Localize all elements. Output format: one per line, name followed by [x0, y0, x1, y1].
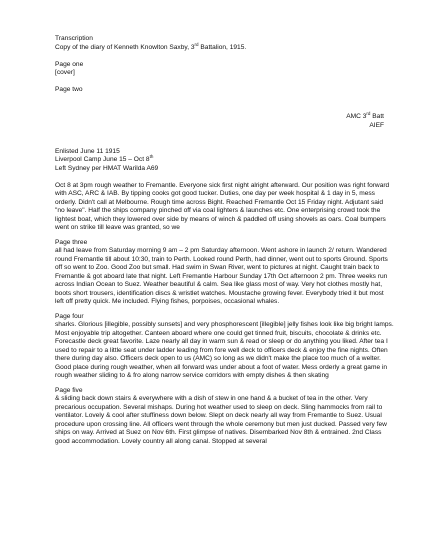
- unit-line-1: AMC 3rd Batt: [346, 110, 384, 120]
- unit-block: [346, 112, 384, 130]
- diary-paragraph-page-four: sharks. Glorious [illegible, possibly sunsets] and very phosphorescent [illegible] jelly fishes look like big bright lamps. Most enjoyable trip altogether. Canteen aboard where one could get tinned fruit, biscuits, chocolate & drinks etc. Forecastle deck great favorite. Laze nearly all day in warm sun & read or sleep or do anything you liked. After tea I used to repair to a little seat under ladder leading from fore well deck to officers deck & enjoy the fine nights. Often there during day also. Officers deck open to us (AMC) so long as we didn't make the place too much of a welter. Good place during rough weather, when all forward was under about a foot of water. Mess orderly a great game in rough weather sliding to & fro along narrow service corridors with empty dishes & then skating: [55, 321, 394, 379]
- left-sydney-line: Left Sydney per HMAT Warilda A69: [55, 164, 159, 172]
- page-four-label: Page four: [55, 312, 84, 320]
- cover-label: [cover]: [55, 69, 75, 76]
- page-two-label: Page two: [55, 86, 83, 93]
- unit-line-2: AIEF: [369, 122, 384, 129]
- page-one-label: Page one: [55, 60, 84, 68]
- page-three-label: Page three: [55, 238, 88, 246]
- enlisted-line: Enlisted June 11 1915: [55, 147, 120, 155]
- document-intro: Copy of the diary of Kenneth Knowlton Saxby, 3rd Battalion, 1915.: [55, 41, 247, 51]
- document-heading: Transcription: [55, 35, 93, 42]
- diary-paragraph-page-five: & sliding back down stairs & everywhere with a dish of stew in one hand & a bucket of tea in the other. Very precarious occupation. Several mishaps. During hot weather used to sleep on deck. Sling hammocks from rail to ventilator. Lovely & cool after stuffiness down below. Slept on deck nearly all way from Fremantle to Suez. Usual procedure upon crossing line. All officers went through the whole ceremony but men just ducked. Passed very few ships on way. Arrived at Suez on Nov 6th. First glimpse of natives. Disembarked Nov 8th & entrained. 2nd Class good accommodation. Lovely country all along canal. Stopped at several: [55, 395, 387, 445]
- diary-paragraph-page-three: all had leave from Saturday morning 9 am – 2 pm Saturday afternoon. Went ashore in launch 2/ return. Wandered round Fremantle till about 10:30, train to Perth. Looked round Perth, had dinner, went out to sports Ground. Sports off so went to Zoo. Good Zoo but small. Had swim in Swan River, went to pictures at night. Caught train back to Fremantle & got aboard late that night. Left Fremantle Harbour Sunday 17th Oct afternoon 2 pm. Three weeks run across Indian Ocean to Suez. Weather beautiful & calm. Sea like glass most of way. Very hot clothes mostly hat, boots short trousers, identification discs & wristlet watches. Moustache growing fever. Everybody tried it but most left off pretty quick. Me included. Flying fishes, porpoises, occasional whales.: [55, 247, 388, 305]
- camp-line: Liverpool Camp June 15 – Oct 8th: [55, 153, 154, 163]
- diary-paragraph-page-two: Oct 8 at 3pm rough weather to Fremantle. Everyone sick first night alright afterward. Our position was right forward with ASC, ARC & IAB. By tipping cooks got good tucker. Duties, one day per week hospital & 1 day in 5, mess orderly. Didn't call at Melbourne. Rough time across Bight. Reached Fremantle Oct 15 Friday night. Adjutant said "no leave". Half the ships company pinched off via coal lighters & launches etc. One enterprising crowd took the lightest boat, which they lowered over side by means of winch & paddled off using shovels as oars. Coal bumpers went on strike till leave was granted, so we: [55, 181, 390, 231]
- page-five-label: Page five: [55, 386, 83, 394]
